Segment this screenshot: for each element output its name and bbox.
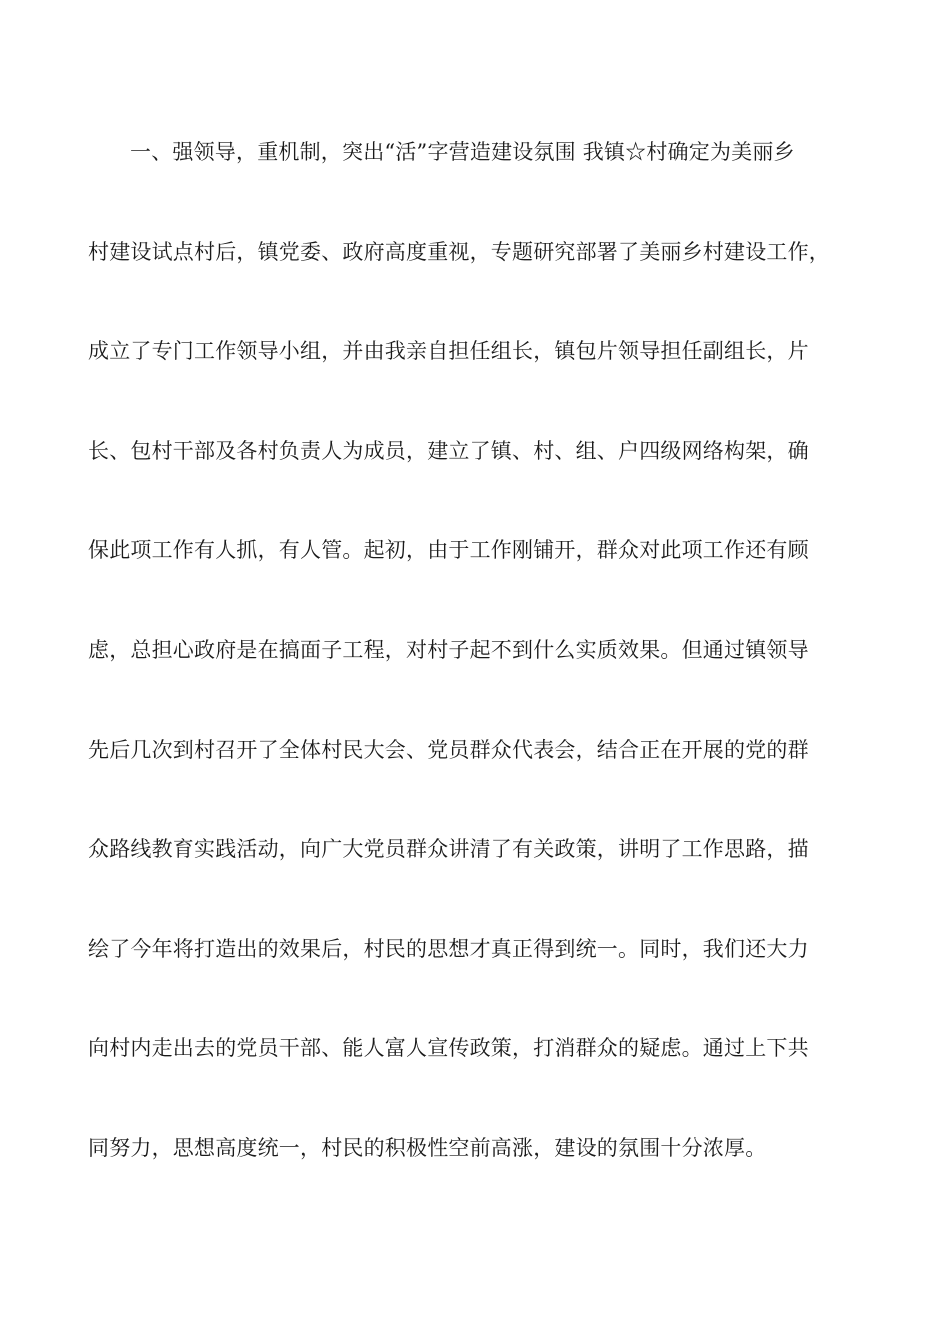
- text-line: 长、包村干部及各村负责人为成员，建立了镇、村、组、户四级网络构架，确: [88, 438, 809, 463]
- text-line: 保此项工作有人抓，有人管。起初，由于工作刚铺开，群众对此项工作还有顾: [88, 538, 809, 563]
- body-paragraph: [88, 131, 858, 1227]
- text-line: 虑，总担心政府是在搞面子工程，对村子起不到什么实质效果。但通过镇领导: [88, 637, 809, 662]
- text-line: 向村内走出去的党员干部、能人富人宣传政策，打消群众的疑虑。通过上下共: [88, 1036, 809, 1061]
- text-line: 同努力，思想高度统一，村民的积极性空前高涨，建设的氛围十分浓厚。: [88, 1135, 767, 1160]
- text-line: 一、强领导，重机制，突出“活”字营造建设氛围 我镇☆村确定为美丽乡: [130, 140, 795, 164]
- text-line: 众路线教育实践活动，向广大党员群众讲清了有关政策，讲明了工作思路，描: [88, 837, 809, 862]
- text-line: 村建设试点村后，镇党委、政府高度重视，专题研究部署了美丽乡村建设工作，: [88, 239, 830, 264]
- text-line: 绘了今年将打造出的效果后，村民的思想才真正得到统一。同时，我们还大力: [88, 936, 809, 961]
- text-line: 先后几次到村召开了全体村民大会、党员群众代表会，结合正在开展的党的群: [88, 737, 809, 762]
- text-line: 成立了专门工作领导小组，并由我亲自担任组长，镇包片领导担任副组长，片: [88, 339, 809, 364]
